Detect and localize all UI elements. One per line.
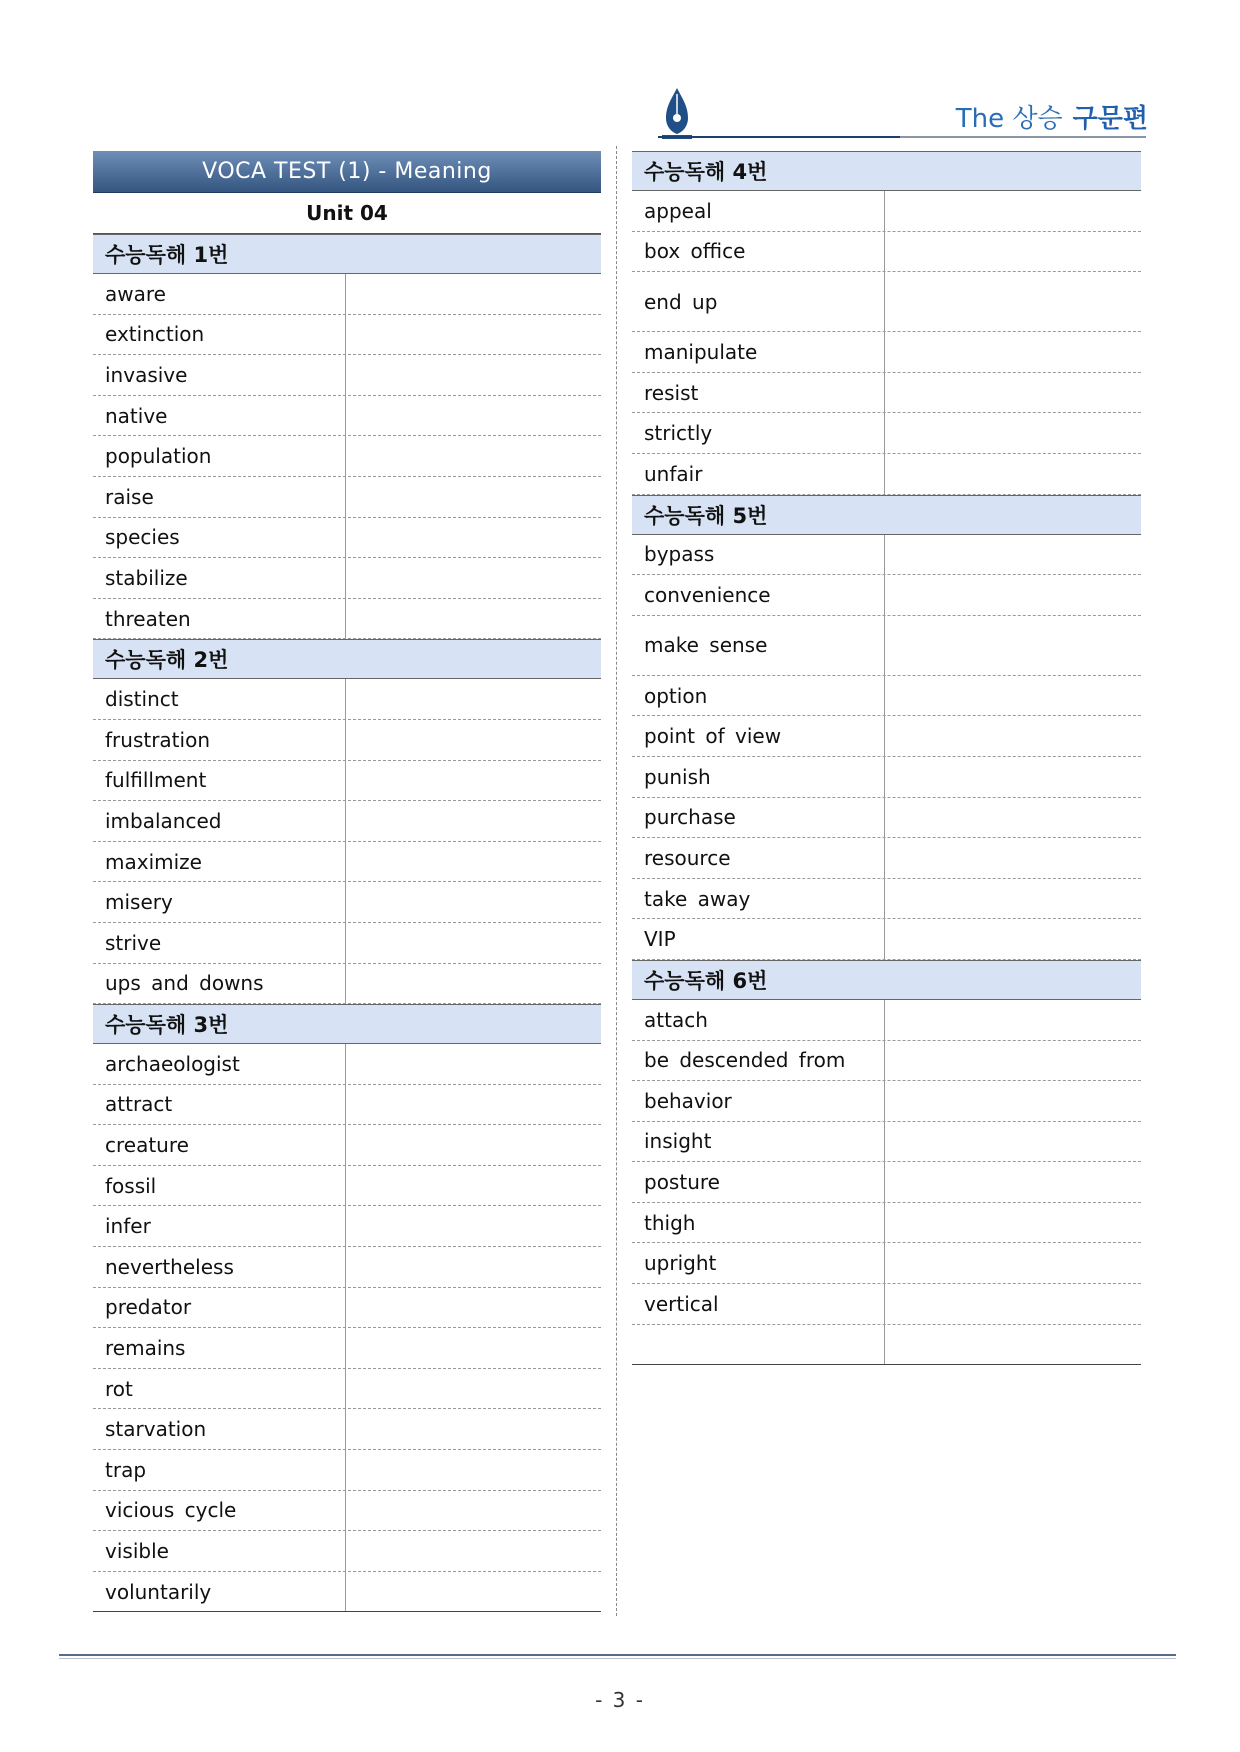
vocab-row: [93, 964, 601, 1005]
vocab-word: be descended from: [632, 1041, 885, 1081]
vocab-row: [93, 477, 601, 518]
meaning-answer-cell[interactable]: [346, 720, 601, 760]
vocab-row: [93, 801, 601, 842]
vocab-row: [632, 575, 1141, 616]
vocab-word: box office: [632, 232, 885, 272]
meaning-answer-cell[interactable]: [346, 1450, 601, 1490]
vocab-row: [632, 1203, 1141, 1244]
vocab-word: appeal: [632, 191, 885, 231]
meaning-answer-cell[interactable]: [346, 761, 601, 801]
vocab-word: stabilize: [93, 558, 346, 598]
right-sections: [632, 151, 1141, 1365]
vocab-row: [93, 1369, 601, 1410]
vocab-row: [632, 1000, 1141, 1041]
unit-label: Unit 04: [93, 193, 601, 234]
meaning-answer-cell[interactable]: [885, 454, 1141, 494]
vocab-word: aware: [93, 274, 346, 314]
vocab-word: behavior: [632, 1081, 885, 1121]
meaning-answer-cell[interactable]: [346, 882, 601, 922]
vocab-row: [632, 757, 1141, 798]
vocab-row: [632, 373, 1141, 414]
vocab-word: insight: [632, 1122, 885, 1162]
vocab-word: fulfillment: [93, 761, 346, 801]
vocab-word: strive: [93, 923, 346, 963]
vocab-word: species: [93, 518, 346, 558]
vocab-word: native: [93, 396, 346, 436]
vocab-word: distinct: [93, 679, 346, 719]
meaning-answer-cell[interactable]: [346, 558, 601, 598]
brand-title: [956, 98, 1148, 135]
meaning-answer-cell[interactable]: [885, 798, 1141, 838]
vocab-word: attach: [632, 1000, 885, 1040]
meaning-answer-cell[interactable]: [885, 332, 1141, 372]
vocab-word: creature: [93, 1125, 346, 1165]
vocab-row: [632, 616, 1141, 676]
meaning-answer-cell[interactable]: [346, 477, 601, 517]
meaning-answer-cell[interactable]: [346, 679, 601, 719]
meaning-answer-cell[interactable]: [885, 232, 1141, 272]
vocab-row: [93, 1572, 601, 1613]
test-title: VOCA TEST (1) - Meaning: [93, 151, 601, 193]
vocab-row: [632, 716, 1141, 757]
meaning-answer-cell[interactable]: [885, 272, 1141, 331]
meaning-answer-cell[interactable]: [346, 355, 601, 395]
vocab-row: [632, 676, 1141, 717]
meaning-answer-cell[interactable]: [346, 842, 601, 882]
vocab-word: thigh: [632, 1203, 885, 1243]
vocab-row: [632, 1041, 1141, 1082]
vocab-word: archaeologist: [93, 1044, 346, 1084]
vocab-row: [632, 838, 1141, 879]
vocab-row: [93, 1206, 601, 1247]
vocab-word: trap: [93, 1450, 346, 1490]
vocab-word: convenience: [632, 575, 885, 615]
vocab-word: extinction: [93, 315, 346, 355]
meaning-answer-cell[interactable]: [346, 1044, 601, 1084]
vocab-row: [93, 882, 601, 923]
vocab-word: VIP: [632, 919, 885, 959]
vocab-word: population: [93, 436, 346, 476]
vocab-row: [93, 518, 601, 559]
vocab-word: voluntarily: [93, 1572, 346, 1612]
vocab-row: [93, 842, 601, 883]
meaning-answer-cell[interactable]: [885, 919, 1141, 959]
meaning-answer-cell[interactable]: [885, 373, 1141, 413]
vocab-word: maximize: [93, 842, 346, 882]
vocab-row: [93, 1247, 601, 1288]
vocab-row: [93, 1491, 601, 1532]
vocab-row: [632, 1325, 1141, 1366]
vocab-row: [93, 679, 601, 720]
vocab-row: [632, 1122, 1141, 1163]
meaning-answer-cell[interactable]: [885, 1325, 1141, 1365]
meaning-answer-cell[interactable]: [885, 1122, 1141, 1162]
vocab-word: remains: [93, 1328, 346, 1368]
meaning-answer-cell[interactable]: [346, 964, 601, 1004]
meaning-answer-cell[interactable]: [885, 191, 1141, 231]
meaning-answer-cell[interactable]: [346, 1125, 601, 1165]
vocab-row: [632, 1284, 1141, 1325]
meaning-answer-cell[interactable]: [346, 396, 601, 436]
vocab-row: [93, 558, 601, 599]
vocab-word: take away: [632, 879, 885, 919]
vocab-row: [93, 1531, 601, 1572]
meaning-answer-cell[interactable]: [885, 716, 1141, 756]
meaning-answer-cell[interactable]: [885, 1041, 1141, 1081]
meaning-answer-cell[interactable]: [885, 1000, 1141, 1040]
vocab-row: [93, 720, 601, 761]
vocab-word: fossil: [93, 1166, 346, 1206]
vocab-word: vertical: [632, 1284, 885, 1324]
meaning-answer-cell[interactable]: [885, 1162, 1141, 1202]
meaning-answer-cell[interactable]: [885, 1284, 1141, 1324]
vocab-row: [93, 1328, 601, 1369]
vocab-word: point of view: [632, 716, 885, 756]
vocab-word: posture: [632, 1162, 885, 1202]
section-header: 수능독해 3번: [93, 1004, 601, 1044]
vocab-row: [632, 413, 1141, 454]
meaning-answer-cell[interactable]: [885, 413, 1141, 453]
vocab-word: threaten: [93, 599, 346, 639]
meaning-answer-cell[interactable]: [885, 1243, 1141, 1283]
vocab-word: visible: [93, 1531, 346, 1571]
meaning-answer-cell[interactable]: [885, 1081, 1141, 1121]
meaning-answer-cell[interactable]: [346, 274, 601, 314]
vocab-word: attract: [93, 1085, 346, 1125]
vocab-word: make sense: [632, 616, 885, 675]
meaning-answer-cell[interactable]: [885, 838, 1141, 878]
vocab-word: manipulate: [632, 332, 885, 372]
vocab-row: [632, 535, 1141, 576]
vocab-row: [632, 454, 1141, 495]
meaning-answer-cell[interactable]: [885, 757, 1141, 797]
vocab-row: [93, 1166, 601, 1207]
vocab-row: [93, 274, 601, 315]
vocab-word: resist: [632, 373, 885, 413]
vocab-row: [632, 1162, 1141, 1203]
vocab-row: [93, 1125, 601, 1166]
meaning-answer-cell[interactable]: [346, 518, 601, 558]
vocab-word: resource: [632, 838, 885, 878]
meaning-answer-cell[interactable]: [346, 315, 601, 355]
vocab-word: vicious cycle: [93, 1491, 346, 1531]
meaning-answer-cell[interactable]: [885, 575, 1141, 615]
vocab-row: [93, 761, 601, 802]
vocab-word: misery: [93, 882, 346, 922]
meaning-answer-cell[interactable]: [885, 879, 1141, 919]
meaning-answer-cell[interactable]: [885, 1203, 1141, 1243]
vocab-row: [93, 1288, 601, 1329]
vocab-word: strictly: [632, 413, 885, 453]
meaning-answer-cell[interactable]: [346, 1409, 601, 1449]
meaning-answer-cell[interactable]: [346, 1288, 601, 1328]
vocab-word: bypass: [632, 535, 885, 575]
meaning-answer-cell[interactable]: [346, 1328, 601, 1368]
vocab-row: [632, 798, 1141, 839]
vocab-word: purchase: [632, 798, 885, 838]
vocab-word: end up: [632, 272, 885, 331]
vocab-row: [632, 191, 1141, 232]
vocab-word: infer: [93, 1206, 346, 1246]
vocab-word: upright: [632, 1243, 885, 1283]
brand-prefix: The 상승: [955, 104, 1063, 134]
meaning-answer-cell[interactable]: [346, 599, 601, 639]
header-rule-light: [900, 136, 1146, 138]
right-column: [632, 151, 1141, 1365]
vocab-row: [93, 599, 601, 640]
vocab-row: [632, 1081, 1141, 1122]
meaning-answer-cell[interactable]: [346, 801, 601, 841]
vocab-row: [93, 436, 601, 477]
vocab-word: invasive: [93, 355, 346, 395]
column-divider: [616, 146, 617, 1616]
vocab-row: [93, 1450, 601, 1491]
header-rule-dark: [658, 136, 900, 138]
meaning-answer-cell[interactable]: [346, 923, 601, 963]
meaning-answer-cell[interactable]: [346, 1085, 601, 1125]
vocab-word: rot: [93, 1369, 346, 1409]
section-header: 수능독해 2번: [93, 639, 601, 679]
vocab-word: frustration: [93, 720, 346, 760]
meaning-answer-cell[interactable]: [346, 1491, 601, 1531]
vocab-row: [632, 232, 1141, 273]
page-header: [0, 0, 1240, 150]
vocab-row: [93, 923, 601, 964]
vocab-row: [93, 1085, 601, 1126]
vocab-word: option: [632, 676, 885, 716]
vocab-word: raise: [93, 477, 346, 517]
vocab-row: [632, 919, 1141, 960]
vocab-row: [93, 396, 601, 437]
meaning-answer-cell[interactable]: [346, 1572, 601, 1612]
vocab-word: unfair: [632, 454, 885, 494]
vocab-row: [632, 272, 1141, 332]
vocab-word: [632, 1325, 885, 1365]
vocab-word: nevertheless: [93, 1247, 346, 1287]
footer-rule: [59, 1654, 1176, 1656]
vocab-row: [93, 315, 601, 356]
meaning-answer-cell[interactable]: [885, 676, 1141, 716]
vocab-word: ups and downs: [93, 964, 346, 1004]
vocab-word: predator: [93, 1288, 346, 1328]
vocab-word: punish: [632, 757, 885, 797]
meaning-answer-cell[interactable]: [346, 1369, 601, 1409]
meaning-answer-cell[interactable]: [885, 535, 1141, 575]
vocab-word: imbalanced: [93, 801, 346, 841]
vocab-row: [93, 1409, 601, 1450]
vocab-row: [632, 879, 1141, 920]
meaning-answer-cell[interactable]: [346, 1166, 601, 1206]
footer-rule-light: [59, 1658, 1176, 1659]
meaning-answer-cell[interactable]: [346, 1531, 601, 1571]
left-column: [93, 151, 601, 1612]
page-number: - 3 -: [595, 1688, 645, 1712]
vocab-row: [93, 1044, 601, 1085]
meaning-answer-cell[interactable]: [346, 436, 601, 476]
section-header: 수능독해 1번: [93, 234, 601, 274]
vocab-word: starvation: [93, 1409, 346, 1449]
section-header: 수능독해 5번: [632, 495, 1141, 535]
section-header: 수능독해 4번: [632, 151, 1141, 191]
meaning-answer-cell[interactable]: [346, 1247, 601, 1287]
vocab-row: [93, 355, 601, 396]
brand-suffix: 구문편: [1072, 104, 1148, 134]
meaning-answer-cell[interactable]: [885, 616, 1141, 675]
fountain-pen-nib-icon: [660, 86, 694, 140]
left-sections: [93, 234, 601, 1612]
meaning-answer-cell[interactable]: [346, 1206, 601, 1246]
section-header: 수능독해 6번: [632, 960, 1141, 1000]
vocab-row: [632, 1243, 1141, 1284]
vocab-row: [632, 332, 1141, 373]
